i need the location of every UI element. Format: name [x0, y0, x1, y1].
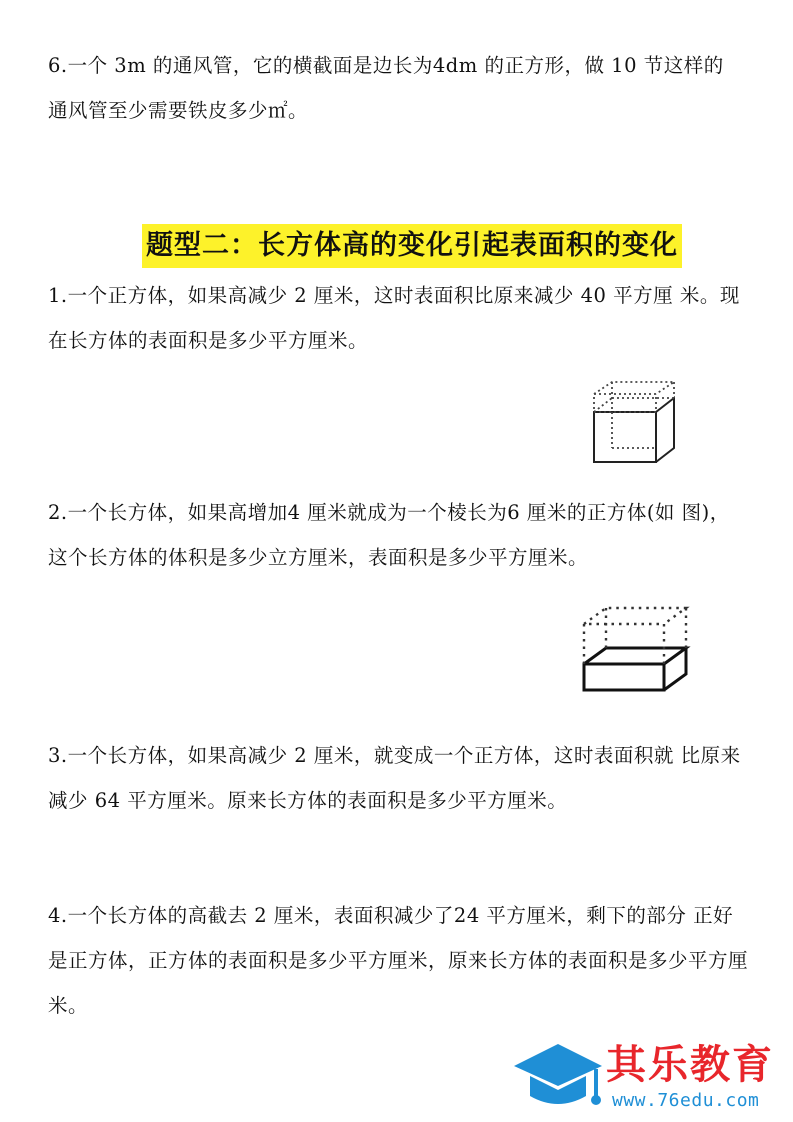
watermark-logo	[510, 1040, 785, 1120]
watermark-url: www.76edu.com	[612, 1090, 760, 1111]
problem-3-text: 3.一个长方体，如果高减少 2 厘米，就变成一个正方体，这时表面积就 比原来减少 64 平方厘米。原来长方体的表面积是多少平方厘米。	[48, 744, 741, 812]
watermark-name: 其乐教育	[606, 1042, 774, 1088]
problem-2-text: 2.一个长方体，如果高增加4 厘米就成为一个棱长为6 厘米的正方体(如 图)，这个长方体的体积是多少立方厘米，表面积是多少平方厘米。	[48, 501, 730, 569]
figure-box-height-increased	[574, 598, 704, 702]
figure-cube-height-reduced	[588, 378, 684, 468]
problem-6-text: 6.一个 3m 的通风管，它的横截面是边长为4dm 的正方形，做 10 节这样的 通风管至少需要铁皮多少㎡。	[48, 54, 724, 122]
graduation-cap-icon	[510, 1040, 606, 1116]
section-title: 题型二：长方体高的变化引起表面积的变化	[142, 224, 682, 268]
problem-4-text: 4.一个长方体的高截去 2 厘米，表面积减少了24 平方厘米，剩下的部分 正好是正方体，正方体的表面积是多少平方厘米，原来长方体的表面积是多少平方厘米。	[48, 904, 749, 1017]
problem-1-text: 1.一个正方体，如果高减少 2 厘米，这时表面积比原来减少 40 平方厘 米。现在长方体的表面积是多少平方厘米。	[48, 284, 740, 352]
